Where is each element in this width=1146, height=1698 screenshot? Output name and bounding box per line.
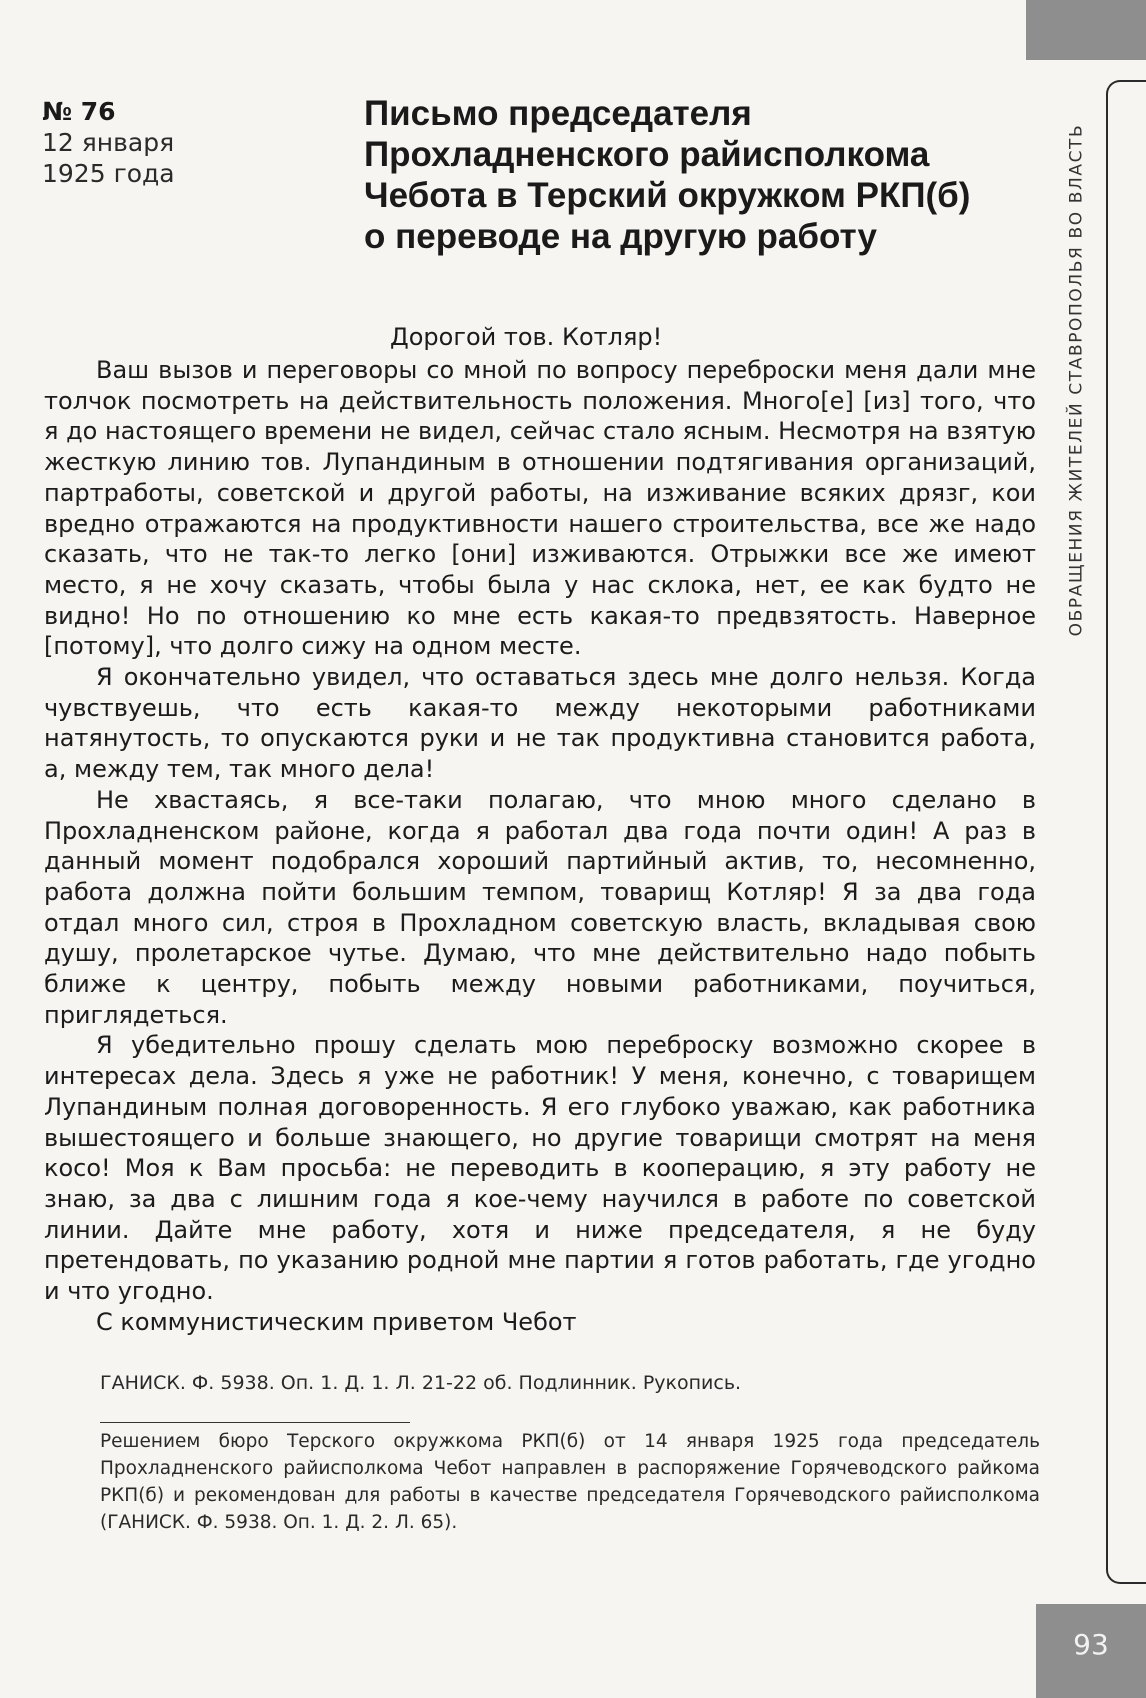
page-number: 93 <box>1073 1628 1109 1661</box>
archive-source-note: ГАНИСК. Ф. 5938. Оп. 1. Д. 1. Л. 21-22 об. Подлинник. Рукопись. <box>100 1372 742 1394</box>
letter-greeting: Дорогой тов. Котляр! <box>390 323 663 351</box>
document-title: Письмо председателя Прохладненского райисполкома Чебота в Терский окружком РКП(б) о переводе на другую работу <box>364 94 971 256</box>
section-label-text: ОБРАЩЕНИЯ ЖИТЕЛЕЙ СТАВРОПОЛЬЯ ВО ВЛАСТЬ <box>1066 123 1086 637</box>
letter-paragraph: Не хвастаясь, я все-таки полагаю, что мною много сделано в Прохладненском районе, когда я работал два года почти один! А раз в данный момент подобрался хороший партийный актив, то, несомненно, работа должна пойти большим темпом, товарищ Котляр! Я за два года отдал много сил, строя в Прохладном советскую власть, вкладывая свою душу, пролетарское чутье. Думаю, что мне действительно надо побыть ближе к центру, побыть между новыми работниками, поучиться, приглядеться. <box>44 785 1036 1029</box>
letter-body <box>44 355 1036 1338</box>
running-section-label <box>1058 90 1094 670</box>
document-date-day: 12 января <box>42 128 175 157</box>
footnote-divider <box>100 1422 410 1423</box>
footnote-text: Решением бюро Терского окружкома РКП(б) от 14 января 1925 года председатель Прохладненского райисполкома Чебот направлен в распоряжение Горячеводского райкома РКП(б) и рекомендован для работы в качестве председателя Горячеводского райисполкома (ГАНИСК. Ф. 5938. Оп. 1. Д. 2. Л. 65). <box>100 1431 1040 1533</box>
letter-closing: С коммунистическим приветом Чебот <box>96 1307 577 1336</box>
letter-paragraph: Я окончательно увидел, что оставаться здесь мне долго нельзя. Когда чувствуешь, что есть какая-то между некоторыми работниками натянутость, то опускаются руки и не так продуктивна становится работа, а, между тем, так много дела! <box>44 663 1036 784</box>
letter-paragraph: Ваш вызов и переговоры со мной по вопросу переброски меня дали мне толчок посмотреть на действительность положения. Много[е] [из] того, что я до настоящего времени не видел, сейчас стало ясным. Несмотря на взятую жесткую линию тов. Лупандиным в отношении подтягивания организаций, партработы, советской и другой работы, на изживание всяких дрязг, кои вредно отражаются на продуктивности нашего строительства, все же надо сказать, что не так-то легко [они] изживаются. Отрыжки все же имеют место, я не хочу сказать, чтобы была у нас склока, нет, ее как будто не видно! Но по отношению ко мне есть какая-то предвзятость. Наверное [потому], что долго сижу на одном месте. <box>44 356 1036 661</box>
letter-paragraph: Я убедительно прошу сделать мою переброску возможно скорее в интересах дела. Здесь я уже не работник! У меня, конечно, с товарищем Лупандиным полная договоренность. Я его глубоко уважаю, как работника вышестоящего и больше знающего, но другие товарищи смотрят на меня косо! Моя к Вам просьба: не переводить в кооперацию, я эту работу не знаю, за два с лишним года я кое-чему научился в работе по советской линии. Дайте мне работу, хотя и ниже председателя, я не буду претендовать, по указанию родной мне партии я готов работать, где угодно и что угодно. <box>44 1031 1036 1306</box>
page-number-tab <box>1036 1604 1146 1698</box>
document-number: № 76 <box>42 97 116 126</box>
document-date-year: 1925 года <box>42 159 175 188</box>
top-corner-tab <box>1026 0 1146 60</box>
margin-frame <box>1106 80 1146 1584</box>
document-meta <box>42 96 272 189</box>
